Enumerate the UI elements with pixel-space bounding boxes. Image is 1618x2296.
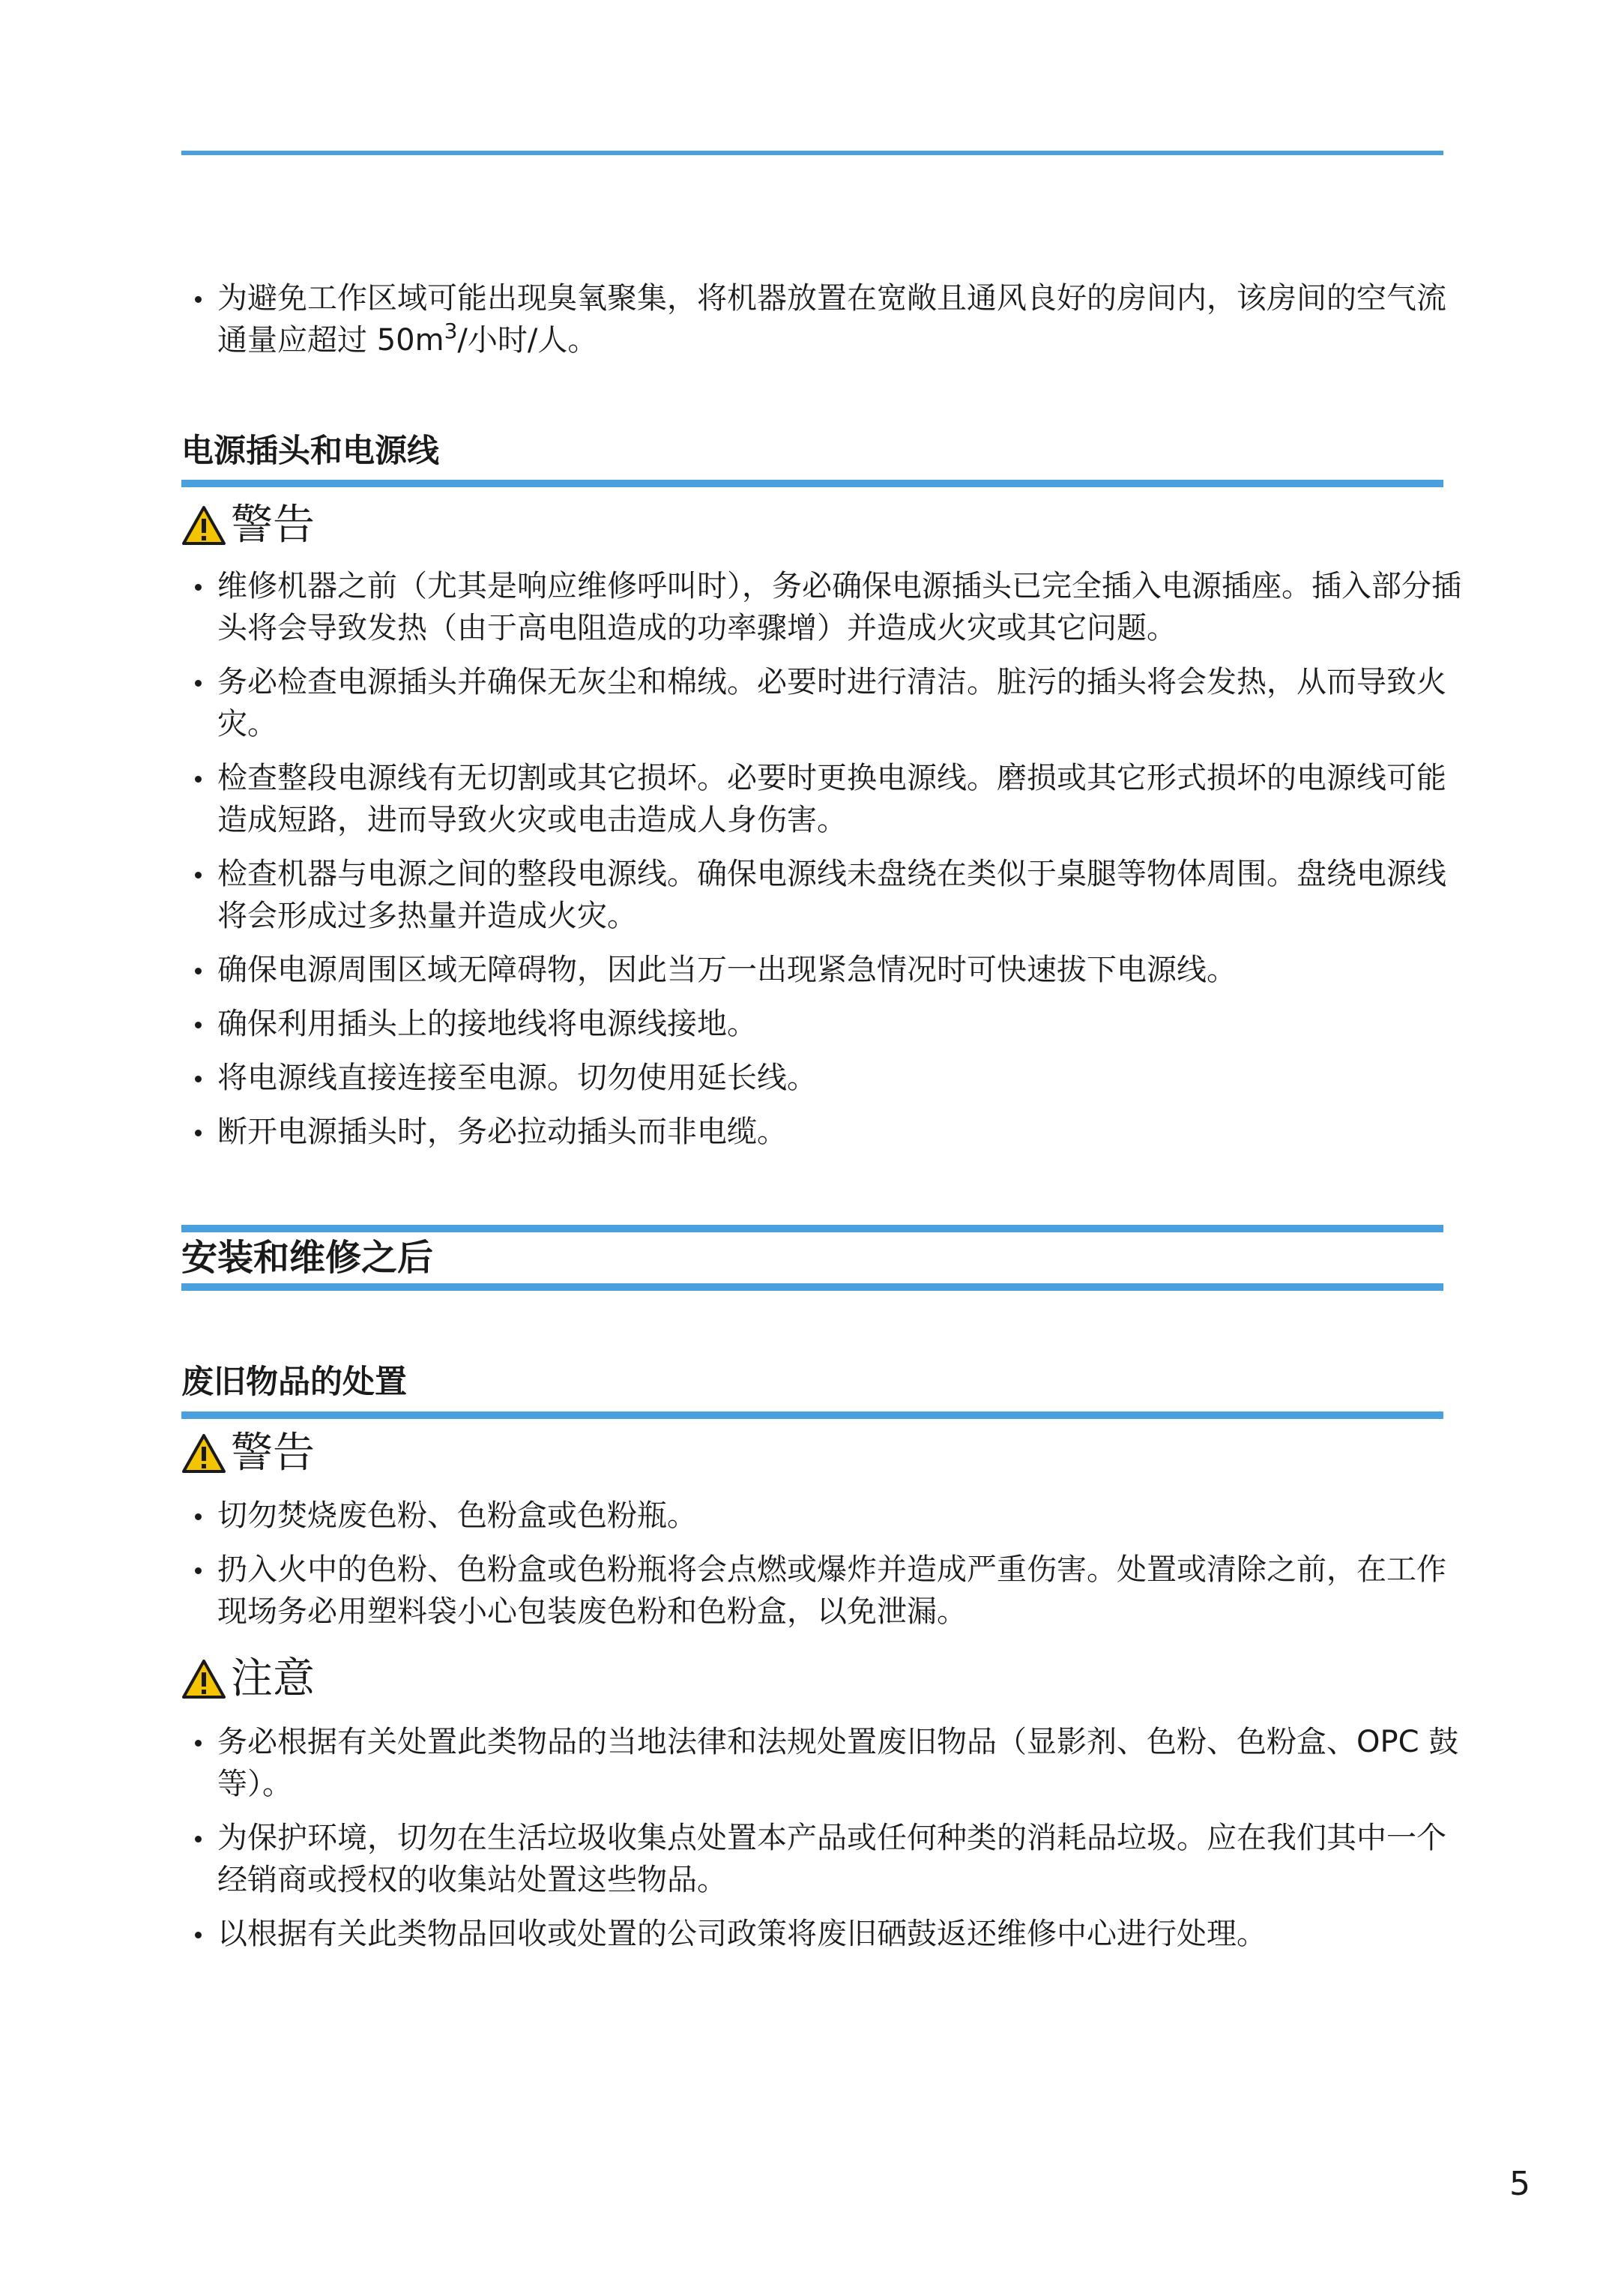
list-item: 维修机器之前（尤其是响应维修呼叫时），务必确保电源插头已完全插入电源插座。插入部分插头将会导致发热（由于高电阻造成的功率骤增）并造成火灾或其它问题。	[217, 565, 1461, 649]
page-number: 5	[1509, 2165, 1530, 2203]
list-item: 将电源线直接连接至电源。切勿使用延长线。	[217, 1057, 1461, 1099]
power-warning-list	[217, 565, 1461, 1165]
list-item: 务必根据有关处置此类物品的当地法律和法规处置废旧物品（显影剂、色粉、色粉盒、OPC 鼓等）。	[217, 1721, 1461, 1805]
warning-label: 警告	[231, 1429, 315, 1477]
disposal-section-title: 废旧物品的处置	[181, 1364, 407, 1401]
power-section-title: 电源插头和电源线	[181, 433, 439, 470]
warning-icon	[181, 1659, 226, 1699]
disposal-warning-heading	[181, 1427, 1455, 1480]
after-section-title: 安装和维修之后	[181, 1237, 434, 1279]
header-rule	[181, 151, 1443, 155]
list-item: 切勿焚烧废色粉、色粉盒或色粉瓶。	[217, 1495, 1461, 1537]
list-item: 扔入火中的色粉、色粉盒或色粉瓶将会点燃或爆炸并造成严重伤害。处置或清除之前，在工作现场务必用塑料袋小心包装废色粉和色粉盒，以免泄漏。	[217, 1549, 1461, 1633]
list-item: 确保电源周围区域无障碍物，因此当万一出现紧急情况时可快速拔下电源线。	[217, 949, 1461, 991]
list-item: 为避免工作区域可能出现臭氧聚集，将机器放置在宽敞且通风良好的房间内，该房间的空气流通量应超过 $50m^3/$小时/人。	[217, 277, 1461, 361]
list-item: 检查机器与电源之间的整段电源线。确保电源线未盘绕在类似于桌腿等物体周围。盘绕电源线将会形成过多热量并造成火灾。	[217, 853, 1461, 937]
warning-label: 警告	[231, 501, 315, 549]
list-item: 为保护环境，切勿在生活垃圾收集点处置本产品或任何种类的消耗品垃圾。应在我们其中一个经销商或授权的收集站处置这些物品。	[217, 1817, 1461, 1901]
caution-label: 注意	[231, 1654, 315, 1703]
power-warning-heading	[181, 499, 1455, 552]
section-rule	[181, 480, 1443, 487]
section-rule-top	[181, 1225, 1443, 1232]
disposal-caution-list	[217, 1721, 1461, 1967]
intro-list	[217, 277, 1461, 373]
list-item: 确保利用插头上的接地线将电源线接地。	[217, 1003, 1461, 1045]
warning-icon	[181, 505, 226, 546]
list-item: 检查整段电源线有无切割或其它损坏。必要时更换电源线。磨损或其它形式损坏的电源线可能造成短路，进而导致火灾或电击造成人身伤害。	[217, 757, 1461, 841]
warning-icon	[181, 1433, 226, 1474]
superscript: 3	[444, 319, 458, 343]
disposal-warning-list	[217, 1495, 1461, 1645]
list-item: 以根据有关此类物品回收或处置的公司政策将废旧硒鼓返还维修中心进行处理。	[217, 1913, 1461, 1955]
list-item: 务必检查电源插头并确保无灰尘和棉绒。必要时进行清洁。脏污的插头将会发热，从而导致火灾。	[217, 661, 1461, 745]
section-rule-bottom	[181, 1283, 1443, 1291]
section-rule	[181, 1411, 1443, 1419]
list-item: 断开电源插头时，务必拉动插头而非电缆。	[217, 1111, 1461, 1153]
disposal-caution-heading	[181, 1653, 1455, 1705]
